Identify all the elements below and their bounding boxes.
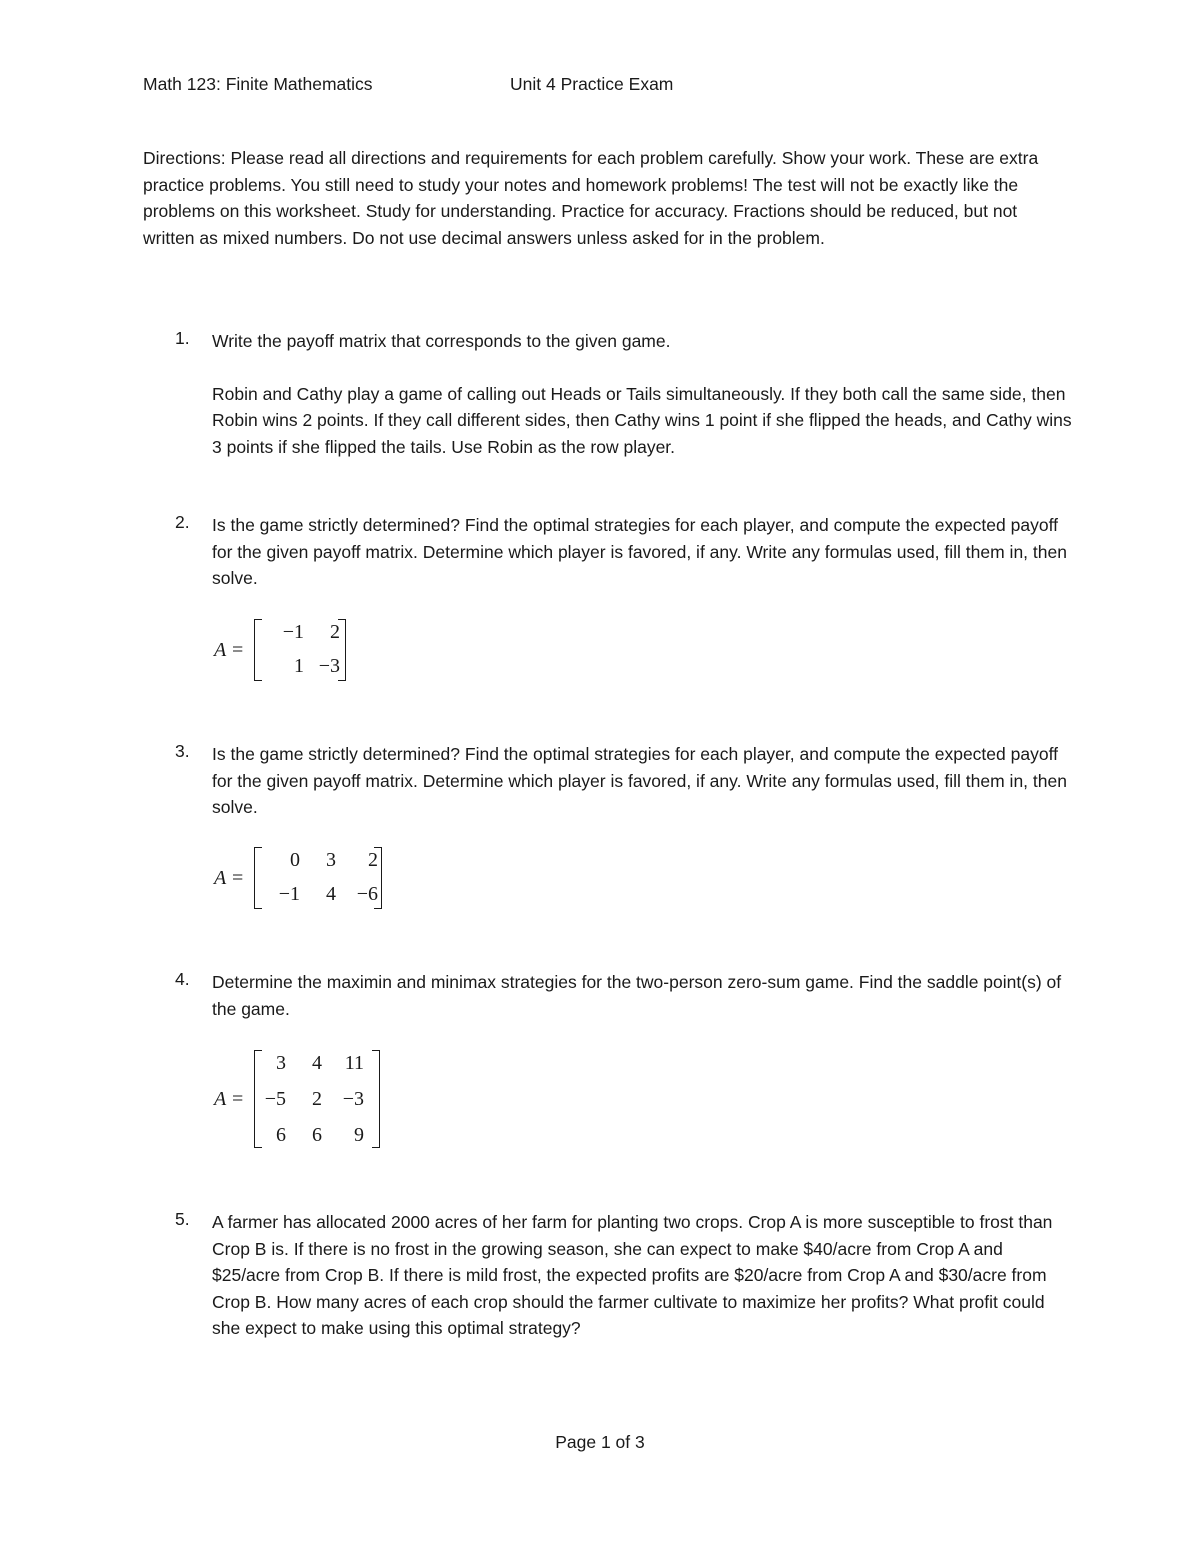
matrix-name: A xyxy=(214,639,227,661)
matrix-cell: 0 xyxy=(290,849,300,871)
matrix-cell: −3 xyxy=(318,655,340,677)
page-number: Page 1 of 3 xyxy=(555,1432,645,1452)
problem-instruction: A farmer has allocated 2000 acres of her farm for planting two crops. Crop A is more susceptible to frost than Crop B is. If there is no frost in the growing season, she can expect to make $40/acre from Crop A and $25/acre from Crop B. If there is mild frost, the expected profits are $20/acre from Crop A and $30/acre from Crop B. How many acres of each crop should the farmer cultivate to maximize her profits? What profit could she expect to make using this optimal strategy? xyxy=(212,1212,1053,1338)
left-bracket xyxy=(254,1050,262,1148)
matrix-cell: −1 xyxy=(278,883,300,905)
problem-number: 5. xyxy=(175,1209,190,1229)
problem-number: 2. xyxy=(175,512,190,532)
matrix-cell: −1 xyxy=(282,621,304,643)
problem-number: 1. xyxy=(175,328,190,348)
matrix-cell: 3 xyxy=(276,1052,286,1074)
equals-sign: = xyxy=(232,639,244,661)
matrix-cell: 6 xyxy=(312,1124,322,1146)
matrix-cell: 11 xyxy=(344,1052,364,1074)
directions-text: Directions: Please read all directions and requirements for each problem carefully. Show your work. These are extra practice problems. You still need to study your notes and homework problems! The test will not be exactly like the problems on this worksheet. Study for understanding. Practice for accuracy. Fractions should be reduced, but not written as mixed numbers. Do not use decimal answers unless asked for in the problem. xyxy=(143,148,1039,248)
problem-number: 3. xyxy=(175,741,190,761)
matrix-name: A xyxy=(214,867,227,889)
matrix-cell: 4 xyxy=(312,1052,322,1074)
matrix-cell: 2 xyxy=(330,621,340,643)
right-bracket xyxy=(338,619,346,681)
left-bracket xyxy=(254,847,262,909)
equals-sign: = xyxy=(232,867,244,889)
right-bracket xyxy=(372,1050,380,1148)
problem-instruction: Write the payoff matrix that corresponds to the given game. xyxy=(212,331,671,351)
matrix-cell: 2 xyxy=(312,1088,322,1110)
matrix-cell: −5 xyxy=(264,1088,286,1110)
left-bracket xyxy=(254,619,262,681)
matrix-cell: −3 xyxy=(342,1088,364,1110)
matrix-cell: 3 xyxy=(326,849,336,871)
equals-sign: = xyxy=(232,1088,244,1110)
course-title: Math 123: Finite Mathematics xyxy=(143,74,373,94)
matrix-cell: 6 xyxy=(276,1124,286,1146)
problem-instruction: Is the game strictly determined? Find the optimal strategies for each player, and compute the expected payoff for the given payoff matrix. Determine which player is favored, if any. Write any formulas used, fill them in, then solve. xyxy=(212,744,1067,817)
exam-title: Unit 4 Practice Exam xyxy=(510,74,674,94)
matrix-cell: 4 xyxy=(326,883,336,905)
matrix-cell: 9 xyxy=(354,1124,364,1146)
matrix-cell: 1 xyxy=(294,655,304,677)
right-bracket xyxy=(374,847,382,909)
matrix-cell: −6 xyxy=(356,883,378,905)
matrix-name: A xyxy=(214,1088,227,1110)
problem-instruction: Is the game strictly determined? Find the optimal strategies for each player, and compute the expected payoff for the given payoff matrix. Determine which player is favored, if any. Write any formulas used, fill them in, then solve. xyxy=(212,515,1067,588)
problem-number: 4. xyxy=(175,969,190,989)
matrix-cell: 2 xyxy=(368,849,378,871)
problem-scenario: Robin and Cathy play a game of calling out Heads or Tails simultaneously. If they both call the same side, then Robin wins 2 points. If they call different sides, then Cathy wins 1 point if she flipped the heads, and Cathy wins 3 points if she flipped the tails. Use Robin as the row player. xyxy=(212,383,1072,457)
problem-instruction: Determine the maximin and minimax strategies for the two-person zero-sum game. Find the saddle point(s) of the game. xyxy=(212,972,1062,1019)
